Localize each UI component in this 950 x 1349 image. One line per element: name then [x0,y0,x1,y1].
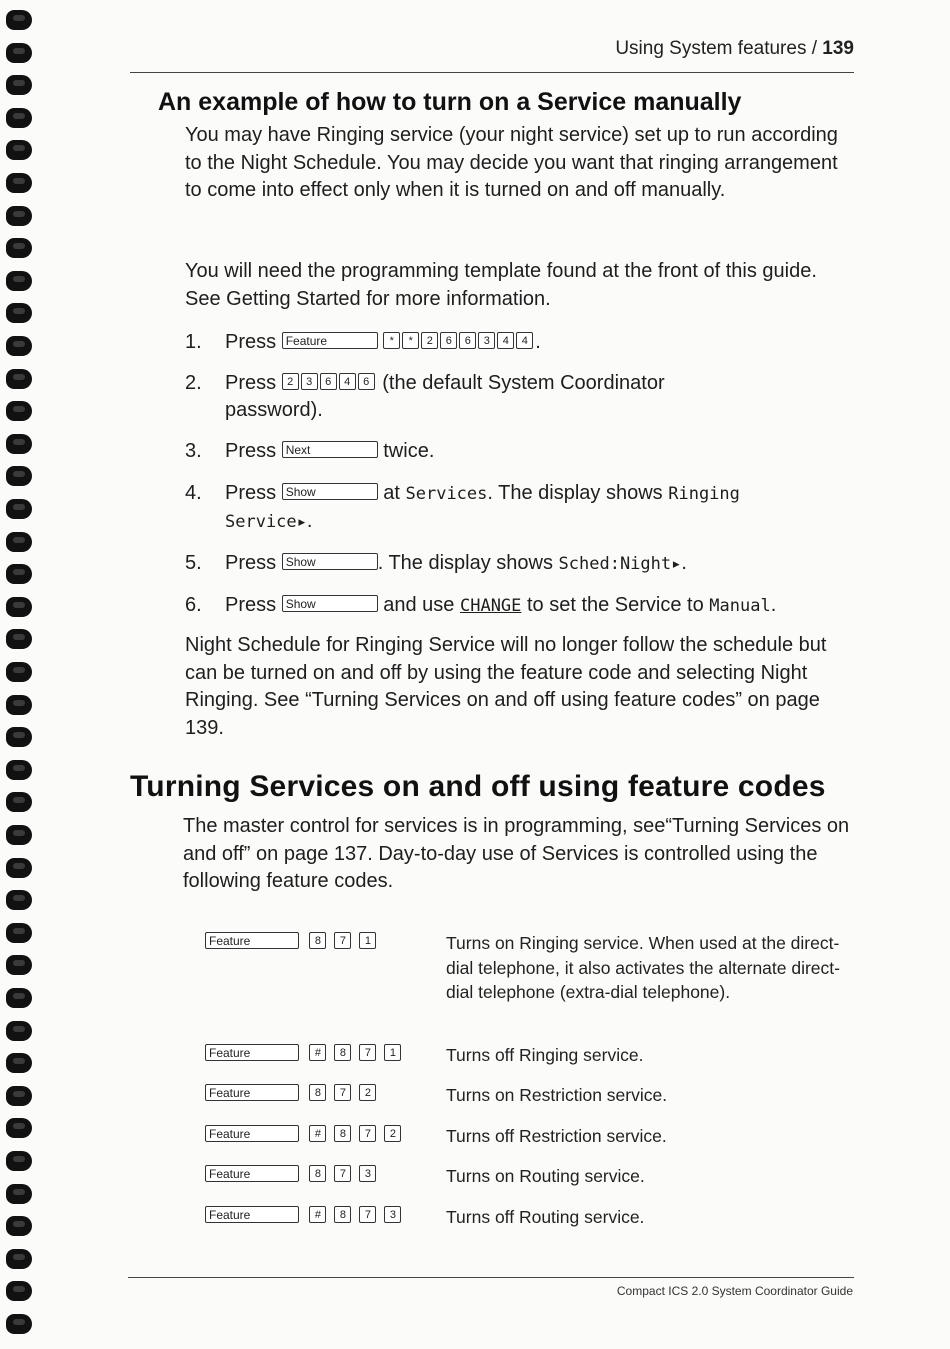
feature-code-keys [205,1167,384,1185]
binding-ring [6,629,32,649]
binding-ring [6,695,32,715]
binding-ring [6,955,32,975]
step-3 [185,438,857,465]
feature-code-description: Turns off Ringing service. [446,1045,644,1065]
feature-key[interactable]: Feature [205,932,299,949]
step-number: 4. [185,482,202,504]
digit-3-key[interactable]: 3 [359,1165,376,1182]
step-continuation: password). [225,399,323,421]
binding-ring [6,1021,32,1041]
binding-ring [6,1086,32,1106]
binding-ring [6,890,32,910]
master-control-paragraph: The master control for services is in programming, see“Turning Services on and off” on page 137. Day-to-day use of Services is controlled using the following feature codes. [183,815,850,892]
digit-7-key[interactable]: 7 [359,1044,376,1061]
step-number: 3. [185,440,202,462]
digit-3-key[interactable]: 3 [301,373,318,390]
digit-3-key[interactable]: 3 [478,332,495,349]
step-press: Press [225,372,277,394]
step-press: Press [225,594,277,616]
display-text-ringing: Ringing [668,484,740,504]
display-text-manual: Manual [709,596,771,616]
binding-ring [6,564,32,584]
binding-ring [6,140,32,160]
binding-ring [6,499,32,519]
binding-ring [6,597,32,617]
binding-ring [6,1053,32,1073]
spiral-binding [4,0,38,1349]
feature-code-description: Turns off Routing service. [446,1207,645,1227]
digit-8-key[interactable]: 8 [309,932,326,949]
step-number: 5. [185,552,202,574]
show-key[interactable]: Show [282,595,378,612]
hash-key[interactable]: # [309,1206,326,1223]
show-key[interactable]: Show [282,483,378,500]
binding-ring [6,1184,32,1204]
hash-key[interactable]: # [309,1125,326,1142]
binding-ring [6,760,32,780]
binding-ring [6,988,32,1008]
binding-ring [6,75,32,95]
display-text-service: Service▸ [225,512,307,532]
night-schedule-paragraph: Night Schedule for Ringing Service will no longer follow the schedule but can be turned on and off by using the feature code and selecting Night Ringing. See “Turning Services on and off using feature codes” on page 139. [185,634,827,739]
binding-ring [6,369,32,389]
binding-ring [6,466,32,486]
feature-code-keys [205,1127,409,1145]
step-end: . [535,331,541,353]
header-rule [130,72,854,73]
binding-ring [6,858,32,878]
next-key[interactable]: Next [282,441,378,458]
step-1 [185,329,857,356]
digit-8-key[interactable]: 8 [334,1044,351,1061]
step-text: . The display shows [487,482,663,504]
binding-ring [6,662,32,682]
step-press: Press [225,482,277,504]
display-text-change: CHANGE [459,596,522,616]
digit-7-key[interactable]: 7 [359,1125,376,1142]
star-key[interactable]: * [383,332,400,349]
digit-2-key[interactable]: 2 [359,1084,376,1101]
feature-code-description: Turns on Routing service. [446,1166,645,1186]
binding-ring [6,1249,32,1269]
feature-code-keys [205,934,384,952]
digit-8-key[interactable]: 8 [334,1206,351,1223]
digit-1-key[interactable]: 1 [384,1044,401,1061]
digit-8-key[interactable]: 8 [309,1084,326,1101]
binding-ring [6,923,32,943]
binding-ring [6,238,32,258]
step-number: 1. [185,331,202,353]
digit-6-key[interactable]: 6 [459,332,476,349]
digit-4-key[interactable]: 4 [339,373,356,390]
feature-key[interactable]: Feature [205,1125,299,1142]
feature-key[interactable]: Feature [205,1084,299,1101]
binding-ring [6,271,32,291]
intro-paragraph-2: You will need the programming template found at the front of this guide. See Getting Started for more information. [185,260,817,310]
digit-8-key[interactable]: 8 [309,1165,326,1182]
binding-ring [6,10,32,30]
feature-code-keys [205,1208,409,1226]
intro-paragraph-1: You may have Ringing service (your night service) set up to run according to the Night Schedule. You may decide you want that ringing arrangement to come into effect only when it is turned on and off manually. [185,124,838,201]
feature-key[interactable]: Feature [205,1044,299,1061]
step-press: Press [225,440,277,462]
digit-3-key[interactable]: 3 [384,1206,401,1223]
binding-ring [6,1281,32,1301]
step-text: twice. [383,440,435,462]
step-5 [185,550,857,578]
feature-code-keys [205,1046,409,1064]
display-text-sched-night: Sched:Night▸ [558,554,682,574]
digit-1-key[interactable]: 1 [359,932,376,949]
binding-ring [6,727,32,747]
binding-ring [6,43,32,63]
step-4 [185,480,857,536]
section-title: Turning Services on and off using feature codes [130,770,826,803]
header-section: Using System features / [615,38,818,59]
binding-ring [6,1314,32,1334]
step-end: . [681,552,687,574]
step-text: to set the Service to [526,594,704,616]
page-footer: Compact ICS 2.0 System Coordinator Guide [616,1284,853,1298]
digit-6-key[interactable]: 6 [358,373,375,390]
digit-6-key[interactable]: 6 [320,373,337,390]
binding-ring [6,173,32,193]
step-text: at [383,482,400,504]
feature-key[interactable]: Feature [282,332,378,349]
binding-ring [6,401,32,421]
binding-ring [6,336,32,356]
step-text: and use [383,594,455,616]
digit-7-key[interactable]: 7 [359,1206,376,1223]
hash-key[interactable]: # [309,1044,326,1061]
digit-4-key[interactable]: 4 [516,332,533,349]
feature-key[interactable]: Feature [205,1165,299,1182]
digit-2-key[interactable]: 2 [384,1125,401,1142]
digit-7-key[interactable]: 7 [334,1165,351,1182]
step-number: 2. [185,372,202,394]
binding-ring [6,206,32,226]
binding-ring [6,1151,32,1171]
feature-code-description: Turns on Ringing service. When used at the direct-dial telephone, it also activates the alternate direct-dial telephone (extra-dial telephone). [446,933,840,1002]
digit-8-key[interactable]: 8 [334,1125,351,1142]
step-press: Press [225,331,277,353]
subsection-title: An example of how to turn on a Service manually [158,88,742,116]
binding-ring [6,434,32,454]
binding-ring [6,532,32,552]
step-6 [185,592,857,620]
feature-key[interactable]: Feature [205,1206,299,1223]
display-text-services: Services [405,484,488,504]
step-2 [185,370,857,424]
digit-2-key[interactable]: 2 [282,373,299,390]
feature-code-description: Turns on Restriction service. [446,1085,668,1105]
digit-7-key[interactable]: 7 [334,1084,351,1101]
digit-2-key[interactable]: 2 [421,332,438,349]
binding-ring [6,792,32,812]
digit-6-key[interactable]: 6 [440,332,457,349]
step-end: . [770,594,777,616]
feature-code-keys [205,1086,384,1104]
binding-ring [6,1118,32,1138]
digit-7-key[interactable]: 7 [334,932,351,949]
binding-ring [6,303,32,323]
step-text: . The display shows [377,552,553,574]
feature-code-description: Turns off Restriction service. [446,1126,667,1146]
binding-ring [6,1216,32,1236]
step-number: 6. [185,594,202,616]
step-text: (the default System Coordinator [382,372,665,394]
footer-rule [128,1277,854,1278]
running-header [615,38,854,60]
step-end: . [306,510,313,532]
show-key[interactable]: Show [282,553,378,570]
star-key[interactable]: * [402,332,419,349]
header-page-number: 139 [822,38,854,59]
step-press: Press [225,552,277,574]
binding-ring [6,825,32,845]
digit-4-key[interactable]: 4 [497,332,514,349]
binding-ring [6,108,32,128]
